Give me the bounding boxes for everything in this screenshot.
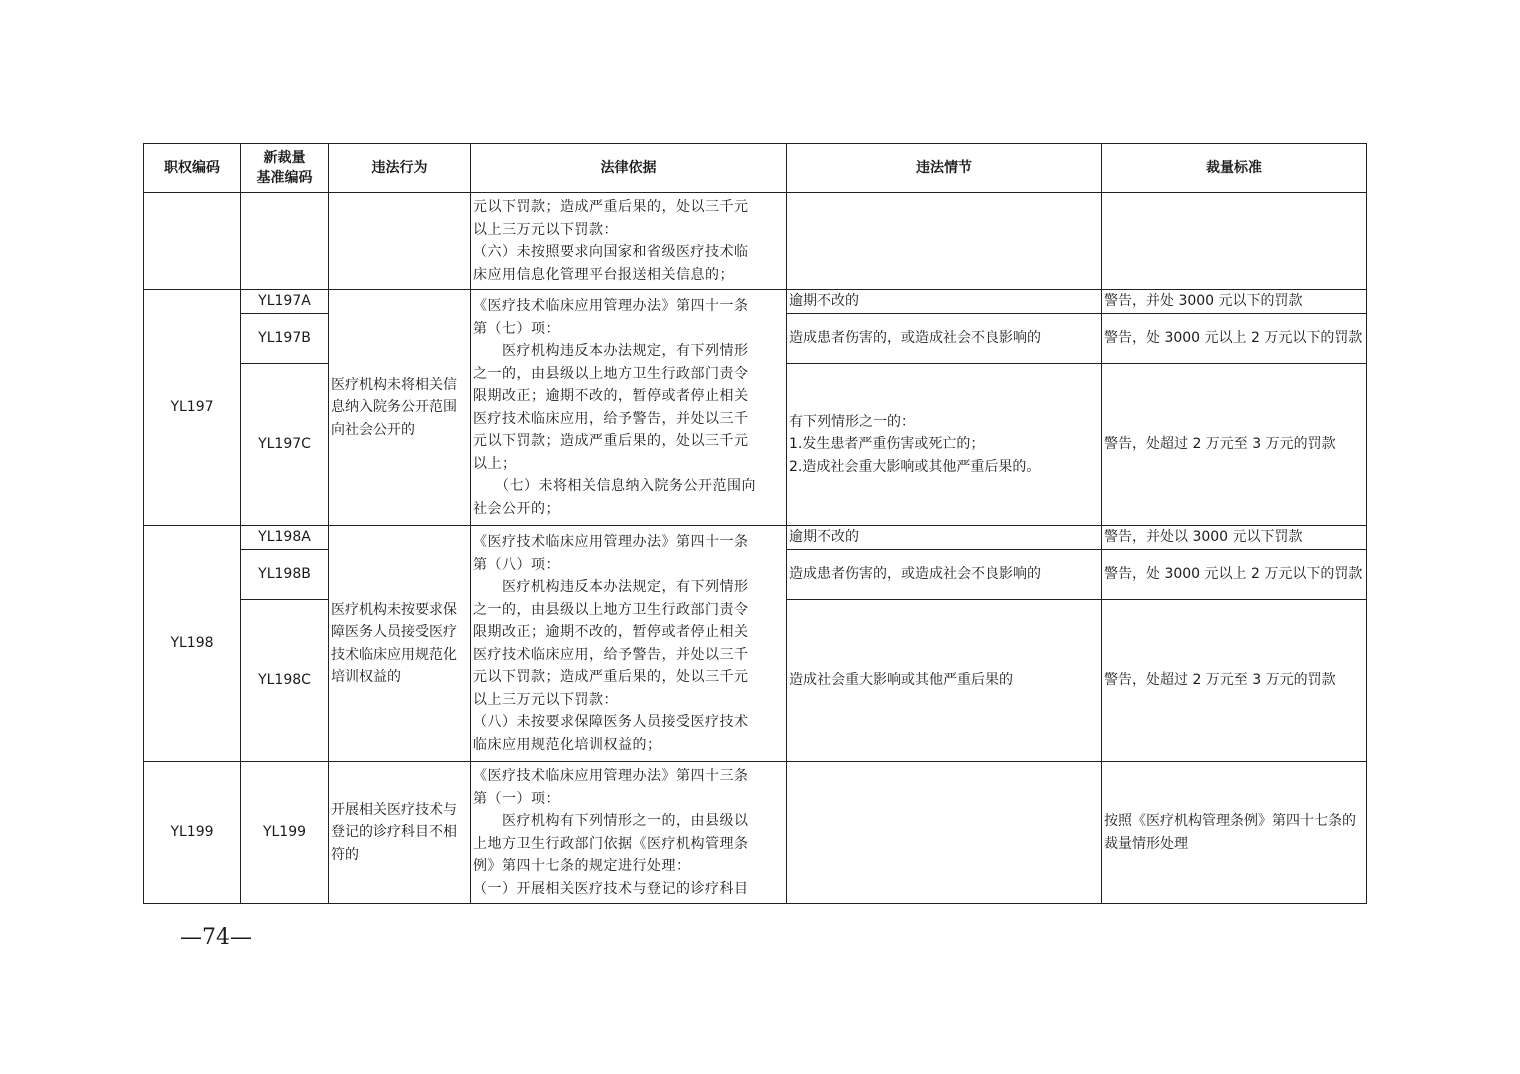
cont-authority-code [144,193,241,290]
cont-legal-basis [471,193,787,290]
law-line: 《医疗技术临床应用管理办法》第四十一条 [473,534,749,550]
law-line: 第（八）项： [473,556,560,573]
authority-code-yl197: YL197 [144,290,241,526]
sub-code: YL198A [241,526,329,550]
sub-code: YL197B [241,314,329,364]
page-number: —74— [180,925,252,950]
header-violation: 违法行为 [329,144,471,193]
law-line: 元以下罚款；造成严重后果的，处以三千元 [473,669,749,685]
law-line: 以上三万元以下罚款： [473,221,618,238]
circumstance: 逾期不改的 [787,290,1102,314]
circumstance: 造成社会重大影响或其他严重后果的 [787,600,1102,762]
header-new-code-line1: 新裁量 [263,150,306,166]
standard: 警告，处 3000 元以上 2 万元以下的罚款 [1102,550,1367,600]
legal-basis-yl198 [471,526,787,762]
authority-code-yl199: YL199 [144,762,241,904]
header-authority-code: 职权编码 [144,144,241,193]
cont-new-code [241,193,329,290]
sub-code: YL198C [241,600,329,762]
cont-circumstance [787,193,1102,290]
violation-yl198: 医疗机构未按要求保障医务人员接受医疗技术临床应用规范化培训权益的 [329,526,471,762]
table-row [144,762,1367,904]
law-line: 医疗技术临床应用，给予警告，并处以三千 [473,646,749,663]
circumstance-line: 有下列情形之一的： [789,413,915,430]
law-line: 限期改正；逾期不改的，暂停或者停止相关 [473,388,749,404]
sub-code: YL199 [241,762,329,904]
law-line: 限期改正；逾期不改的，暂停或者停止相关 [473,624,749,640]
law-line: 社会公开的； [473,500,560,517]
law-line: 第（七）项： [473,320,560,337]
header-row [144,144,1367,193]
law-line: （一）开展相关医疗技术与登记的诊疗科目 [473,880,749,897]
law-line: 例》第四十七条的规定进行处理： [473,858,691,874]
header-new-code-line2: 基准编码 [256,170,313,186]
law-line: 医疗技术临床应用，给予警告，并处以三千 [473,410,749,427]
law-line: （七）未将相关信息纳入院务公开范围向 [473,478,756,494]
cont-standard [1102,193,1367,290]
standard: 警告，处超过 2 万元至 3 万元的罚款 [1102,364,1367,526]
sub-code: YL197A [241,290,329,314]
law-line: 第（一）项： [473,790,560,807]
standard: 按照《医疗机构管理条例》第四十七条的裁量情形处理 [1102,762,1367,904]
header-standard: 裁量标准 [1102,144,1367,193]
law-line: 以上； [473,455,517,472]
circumstance: 逾期不改的 [787,526,1102,550]
circumstance: 造成患者伤害的，或造成社会不良影响的 [787,314,1102,364]
standard: 警告，处超过 2 万元至 3 万元的罚款 [1102,600,1367,762]
law-line: 之一的，由县级以上地方卫生行政部门责令 [473,365,749,382]
discretion-table [143,143,1367,904]
law-line: 《医疗技术临床应用管理办法》第四十一条 [473,298,749,314]
circumstance-line: 1.发生患者严重伤害或死亡的； [789,436,985,453]
law-line: 床应用信息化管理平台报送相关信息的； [473,266,734,283]
law-line: 以上三万元以下罚款： [473,691,618,708]
header-legal-basis: 法律依据 [471,144,787,193]
table-row [144,290,1367,314]
standard: 警告，并处 3000 元以下的罚款 [1102,290,1367,314]
legal-basis-yl197 [471,290,787,526]
authority-code-yl198: YL198 [144,526,241,762]
standard: 警告，并处以 3000 元以下罚款 [1102,526,1367,550]
circumstance [787,364,1102,526]
circumstance-line: 2.造成社会重大影响或其他严重后果的。 [789,458,1041,475]
legal-basis-yl199 [471,762,787,904]
law-line: 元以下罚款；造成严重后果的，处以三千元 [473,433,749,449]
continuation-row [144,193,1367,290]
table-row [144,526,1367,550]
law-line: 上地方卫生行政部门依据《医疗机构管理条 [473,835,749,852]
law-line: 医疗机构有下列情形之一的，由县级以 [473,813,749,829]
violation-yl197: 医疗机构未将相关信息纳入院务公开范围向社会公开的 [329,290,471,526]
violation-yl199: 开展相关医疗技术与登记的诊疗科目不相符的 [329,762,471,904]
law-line: （八）未按要求保障医务人员接受医疗技术 [473,714,749,730]
circumstance: 造成患者伤害的，或造成社会不良影响的 [787,550,1102,600]
sub-code: YL198B [241,550,329,600]
law-line: 之一的，由县级以上地方卫生行政部门责令 [473,601,749,618]
law-line: 临床应用规范化培训权益的； [473,736,662,753]
header-circumstance: 违法情节 [787,144,1102,193]
law-line: 医疗机构违反本办法规定，有下列情形 [473,579,749,595]
standard: 警告，处 3000 元以上 2 万元以下的罚款 [1102,314,1367,364]
header-new-code [241,144,329,193]
law-line: （六）未按照要求向国家和省级医疗技术临 [473,244,749,260]
sub-code: YL197C [241,364,329,526]
cont-violation [329,193,471,290]
circumstance [787,762,1102,904]
law-line: 元以下罚款；造成严重后果的，处以三千元 [473,199,749,215]
law-line: 医疗机构违反本办法规定，有下列情形 [473,343,749,359]
law-line: 《医疗技术临床应用管理办法》第四十三条 [473,768,749,784]
